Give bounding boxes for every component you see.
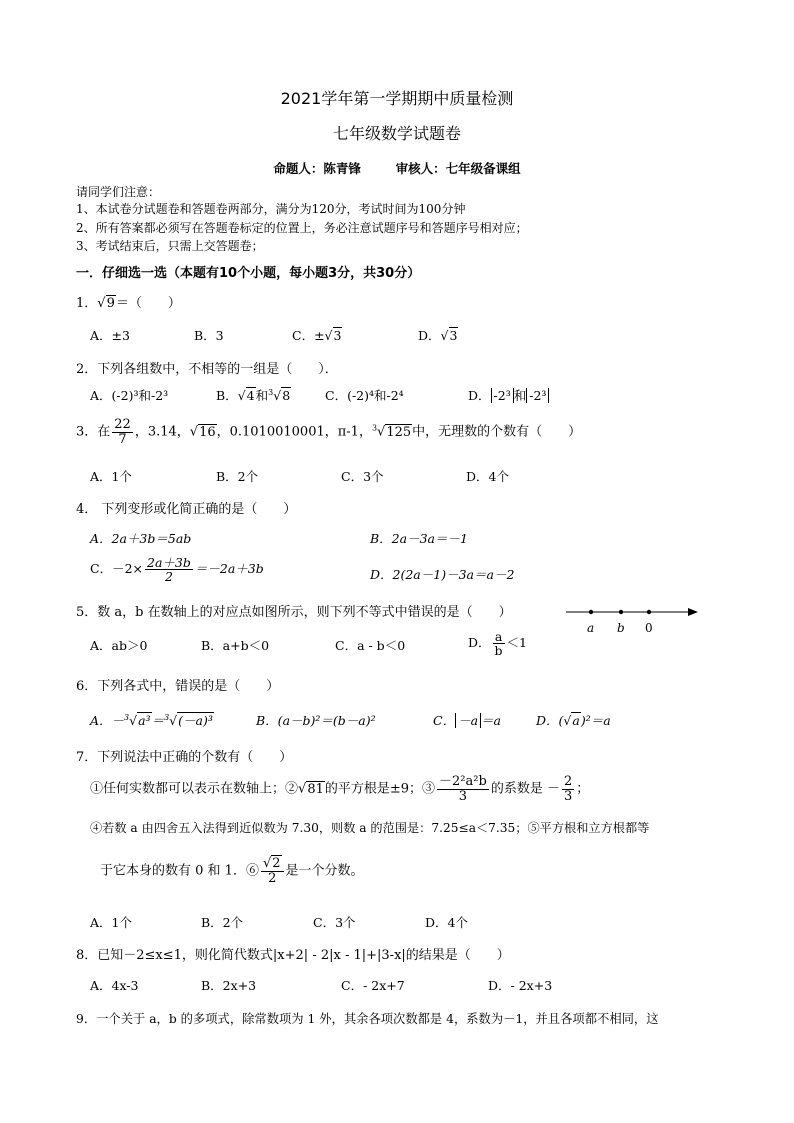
q4-option-d: D．2(2a－1)－3a＝a－2 xyxy=(370,567,515,582)
q5-d-suffix: ＜1 xyxy=(506,635,527,651)
q6-a-mid: ＝ xyxy=(151,713,165,728)
q1-radicand: 9 xyxy=(106,296,115,311)
q3-root-index: 3 xyxy=(371,423,378,433)
q2-d-abs-1: -2³ xyxy=(491,388,514,403)
q7-l3-denominator: 2 xyxy=(268,870,277,886)
question-1-stem: 1．√9＝（ ） xyxy=(76,296,181,311)
notice-item-1: 1、本试卷分试题卷和答题卷两部分，满分为120分，考试时间为100分钟 xyxy=(76,202,466,216)
q1-option-a: A．±3 xyxy=(90,328,130,343)
q7-statement-line-2: ④若数 a 由四舍五入法得到近似数为 7.30，则数 a 的范围是：7.25≤a＜7.35；⑤平方根和立方根都等 xyxy=(90,821,650,835)
notice-item-3: 3、考试结束后，只需上交答题卷； xyxy=(76,239,264,253)
label-zero: 0 xyxy=(645,621,653,635)
q6-option-d: D．(√a)²＝a xyxy=(536,713,611,728)
q4-c-suffix: ＝－2a＋3b xyxy=(194,561,264,577)
notice-item-2: 2、所有答案都必须写在答题卷标定的位置上，务必注意试题序号和答题序号相对应； xyxy=(76,221,528,235)
q5-d-fraction xyxy=(493,630,505,657)
question-7-stem: 7．下列说法中正确的个数有（ ） xyxy=(76,750,293,765)
q5-d-denominator: b xyxy=(494,643,503,659)
q7-l1-fraction xyxy=(437,775,489,803)
q6-option-a: A．－$^3$√a³＝$^3$√(－a)³ xyxy=(90,712,213,728)
question-9-stem: 9．一个关于 a，b 的多项式，除常数项为 1 外，其余各项次数都是 4，系数为－1，并且各项都不相同，这 xyxy=(76,1012,659,1026)
q6-option-c xyxy=(433,711,501,729)
q6-d-suffix: )²＝a xyxy=(580,713,611,728)
q1-option-c: C．±√3 xyxy=(292,328,342,343)
q3-prefix: 3．在 xyxy=(76,424,111,440)
q3-option-a: A．1个 xyxy=(90,469,132,484)
q2-option-b: B．√4和$^3$√8 xyxy=(216,387,291,403)
question-5-stem: 5．数 a，b 在数轴上的对应点如图所示，则下列不等式中错误的是（ ） xyxy=(76,605,512,620)
q2-option-c: C．(-2)⁴和-2⁴ xyxy=(325,388,404,403)
q7-l1-part-1: ①任何实数都可以表示在数轴上；② xyxy=(90,781,299,797)
q3-option-d: D．4个 xyxy=(466,469,509,484)
q7-l1-coef-fraction xyxy=(562,775,574,803)
q4-option-c xyxy=(90,556,264,583)
q1-number: 1． xyxy=(76,296,98,311)
question-6-stem: 6．下列各式中，错误的是（ ） xyxy=(76,679,280,694)
q4-option-a: A．2a＋3b＝5ab xyxy=(90,531,192,546)
q3-suffix: 中，无理数的个数有（ ） xyxy=(412,424,582,440)
q1-option-b: B．3 xyxy=(194,328,224,343)
q3-fraction-numerator: 22 xyxy=(114,417,131,432)
q2-d-prefix: D． xyxy=(468,388,491,403)
q1-c-radicand: 3 xyxy=(333,328,342,343)
point-b xyxy=(619,610,623,614)
q1-suffix: ＝（ ） xyxy=(115,296,181,311)
q6-option-b: B．(a－b)²＝(b－a)² xyxy=(256,713,376,728)
q2-d-mid: 和 xyxy=(513,388,527,403)
q3-mid-1: ，3.14， xyxy=(134,424,190,440)
q5-option-c: C．a - b＜0 xyxy=(335,638,406,653)
q7-l1-denominator: 3 xyxy=(458,788,468,804)
point-a xyxy=(589,610,593,614)
q3-radicand-2: 125 xyxy=(386,424,412,440)
q5-option-a: A．ab＞0 xyxy=(90,638,148,653)
q1-c-prefix: C．± xyxy=(292,328,325,343)
q2-b-mid: 和 xyxy=(255,388,269,403)
section-1-heading: 一．仔细选一选（本题有10个小题，每小题3分，共30分） xyxy=(76,266,421,281)
q7-l3-fraction xyxy=(261,857,284,885)
q7-l1-radicand: 81 xyxy=(307,781,324,797)
q6-a-radicand-1: a³ xyxy=(138,713,151,728)
q6-a-index-1: 3 xyxy=(124,712,130,722)
q4-c-fraction xyxy=(145,556,193,583)
q6-a-radicand-2: (－a)³ xyxy=(178,713,213,728)
q2-d-abs-2: -2³ xyxy=(526,388,549,403)
question-3-stem: 3．在 $\frac{22}{7}$ ，3.14，√16，0.1010010001，π-1，$^3$√125中，无理数的个数有（ ） xyxy=(76,417,582,447)
q2-option-a: A．(-2)³和-2³ xyxy=(90,388,169,403)
q8-option-b: B．2x+3 xyxy=(201,978,257,993)
q7-l3-numerator: √2 xyxy=(261,857,284,872)
q7-l1-coef-numerator: 2 xyxy=(563,774,573,789)
q1-d-prefix: D． xyxy=(418,328,441,343)
q6-a-index-2: 3 xyxy=(164,712,170,722)
q4-c-denominator: 2 xyxy=(164,569,173,585)
q7-statement-line-1: ①任何实数都可以表示在数轴上；②√81的平方根是±9；③ $\frac{\text{－2²a²b}}{3}$ 的系数是 － $\frac{2}{3}$ ； xyxy=(90,774,590,804)
q8-option-d: D．- 2x+3 xyxy=(488,978,553,993)
q2-option-d xyxy=(468,386,549,404)
q3-option-c: C．3个 xyxy=(341,469,384,484)
exam-subtitle: 七年级数学试题卷 xyxy=(332,124,461,143)
q3-fraction-denominator: 7 xyxy=(118,431,127,447)
number-line-arrow xyxy=(688,608,698,616)
q2-b-radicand-1: 4 xyxy=(246,388,255,403)
q1-option-d: D．√3 xyxy=(418,328,458,343)
q4-option-b: B．2a－3a＝－1 xyxy=(370,531,468,546)
q7-l3-part-2: 是一个分数。 xyxy=(285,863,364,879)
q7-statement-line-3 xyxy=(100,857,364,885)
q7-l3-part-1: 于它本身的数有 0 和 1．⑥ xyxy=(100,863,259,879)
author-line: 命题人：陈青锋 审核人：七年级备课组 xyxy=(273,161,521,176)
q8-option-c: C．- 2x+7 xyxy=(341,978,405,993)
q7-l1-part-3: 的系数是 － xyxy=(490,781,560,797)
q7-option-d: D．4个 xyxy=(425,915,468,930)
q7-option-c: C．3个 xyxy=(313,915,356,930)
q8-option-a: A．4x-3 xyxy=(90,978,139,993)
q3-radicand-1: 16 xyxy=(199,424,216,440)
q7-option-b: B．2个 xyxy=(201,915,244,930)
label-b: b xyxy=(617,621,625,635)
q6-d-radicand: a xyxy=(572,713,580,728)
q3-fraction xyxy=(112,418,133,446)
q7-l1-coef-denominator: 3 xyxy=(563,788,573,804)
q6-c-suffix: ＝a xyxy=(481,713,501,728)
q6-c-abs: －a xyxy=(455,713,481,728)
exam-title: 2021学年第一学期期中质量检测 xyxy=(280,89,514,108)
question-8-stem: 8．已知－2≤x≤1，则化简代数式|x+2| - 2|x - 1|+|3-x|的结果是（ ） xyxy=(76,948,510,963)
q7-l3-radicand: 2 xyxy=(272,856,281,871)
point-zero xyxy=(647,610,651,614)
label-a: a xyxy=(587,621,595,635)
q3-mid-2: ，0.1010010001，π-1， xyxy=(216,424,372,440)
q2-b-index: 3 xyxy=(268,387,274,397)
q5-d-numerator: a xyxy=(493,630,505,644)
q7-l1-part-2: 的平方根是±9；③ xyxy=(324,781,436,797)
q4-c-numerator: 2a＋3b xyxy=(147,555,191,570)
q1-d-radicand: 3 xyxy=(449,328,458,343)
q6-c-prefix: C． xyxy=(433,713,456,728)
q7-l1-numerator: －2²a²b xyxy=(439,774,487,789)
q7-option-a: A．1个 xyxy=(90,915,132,930)
q4-c-prefix: C．－2× xyxy=(90,561,143,577)
q5-option-b: B．a+b＜0 xyxy=(201,638,270,653)
q2-b-radicand-2: 8 xyxy=(282,388,291,403)
notice-heading: 请同学们注意： xyxy=(76,185,161,199)
q3-option-b: B．2个 xyxy=(216,469,259,484)
q7-l1-part-4: ； xyxy=(576,781,590,797)
q2-b-prefix: B． xyxy=(216,388,238,403)
question-4-stem: 4． 下列变形或化简正确的是（ ） xyxy=(76,502,297,517)
q6-a-prefix: A．－ xyxy=(90,713,125,728)
q6-d-prefix: D．( xyxy=(536,713,564,728)
question-2-stem: 2．下列各组数中，不相等的一组是（ ）． xyxy=(76,362,338,377)
q5-option-d xyxy=(468,630,527,657)
q5-number-line xyxy=(564,600,704,636)
q5-d-prefix: D． xyxy=(468,635,491,651)
